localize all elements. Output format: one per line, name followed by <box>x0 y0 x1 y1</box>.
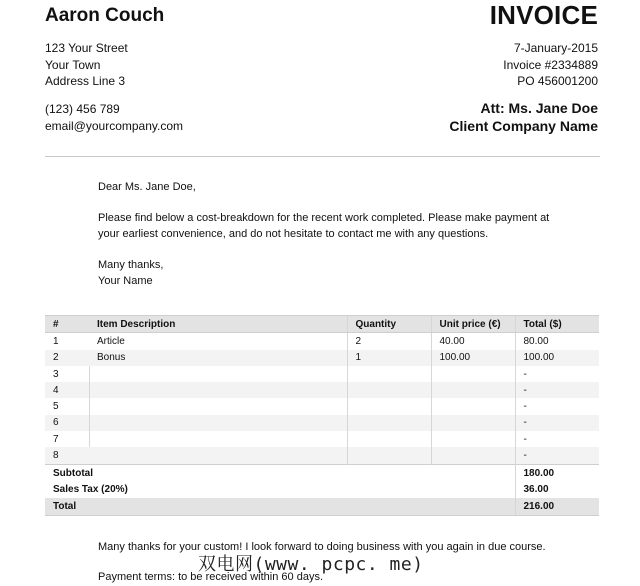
client-attention: Att: Ms. Jane Doe <box>480 100 598 116</box>
table-cell: 5 <box>53 401 59 413</box>
client-block <box>449 100 598 135</box>
tax-row <box>45 481 599 498</box>
subtotal-label: Subtotal <box>45 464 515 481</box>
table-row <box>45 447 599 464</box>
table-cell <box>431 398 515 414</box>
table-cell: - <box>515 447 599 464</box>
table-row <box>45 398 599 414</box>
table-cell: 80.00 <box>515 333 599 350</box>
table-cell: - <box>515 366 599 382</box>
table-cell <box>89 398 347 414</box>
letter-greeting: Dear Ms. Jane Doe, <box>98 181 196 193</box>
table-row <box>45 350 599 366</box>
table-cell: 100.00 <box>515 350 599 366</box>
table-cell <box>347 398 431 414</box>
watermark: 双电网(www. pcpc. me) <box>198 554 424 575</box>
table-cell: 1 <box>347 350 431 366</box>
table-cell <box>347 415 431 431</box>
table-cell: Bonus <box>89 350 347 366</box>
table-cell: 2 <box>45 350 89 366</box>
column-header: # <box>45 316 89 333</box>
subtotal-value: 180.00 <box>515 464 599 481</box>
column-header: Unit price (€) <box>431 316 515 333</box>
total-value: 216.00 <box>515 498 599 515</box>
column-header: Total ($) <box>515 316 599 333</box>
table-cell: 7 <box>53 433 59 445</box>
table-cell <box>431 431 515 447</box>
total-label: Total <box>45 498 515 515</box>
table-cell: - <box>515 398 599 414</box>
table-cell: 1 <box>53 335 59 347</box>
table-cell <box>89 382 347 398</box>
table-header-row <box>45 316 599 333</box>
po-number: PO 456001200 <box>517 74 598 88</box>
sender-contact <box>45 101 183 134</box>
invoice-number: Invoice #2334889 <box>503 57 598 72</box>
table-cell <box>89 447 347 464</box>
letter-signoff <box>98 257 568 290</box>
cover-letter <box>98 179 568 290</box>
total-row <box>45 498 599 515</box>
tax-label: Sales Tax (20%) <box>53 484 128 496</box>
table-cell: 40.00 <box>431 333 515 350</box>
closing-note: Many thanks for your custom! I look forward to doing business with you again in due course. <box>98 541 546 553</box>
table-cell <box>347 382 431 398</box>
invoice-meta <box>503 40 598 90</box>
subtotal-row <box>45 464 599 481</box>
table-cell: 3 <box>53 368 59 380</box>
sender-name: Aaron Couch <box>45 5 165 26</box>
table-cell: - <box>515 431 599 447</box>
table-cell: Article <box>97 335 125 347</box>
table-cell <box>89 415 347 431</box>
table-cell <box>347 431 431 447</box>
table-cell: 2 <box>347 333 431 350</box>
sender-phone: (123) 456 789 <box>45 102 120 116</box>
sender-email: email@yourcompany.com <box>45 118 184 133</box>
table-row <box>45 366 599 382</box>
invoice-date: 7-January-2015 <box>513 41 598 55</box>
table-row <box>45 382 599 398</box>
invoice-title: INVOICE <box>489 0 598 30</box>
table-cell <box>431 447 515 464</box>
sender-address <box>45 40 128 90</box>
table-cell: 100.00 <box>431 350 515 366</box>
table-cell <box>347 447 431 464</box>
tax-value: 36.00 <box>515 481 599 498</box>
table-cell <box>431 382 515 398</box>
table-cell <box>431 366 515 382</box>
table-row <box>45 333 599 350</box>
column-header: Item Description <box>89 316 347 333</box>
table-cell: - <box>515 382 599 398</box>
table-cell: 4 <box>45 382 89 398</box>
address-line: Address Line 3 <box>45 74 126 88</box>
signoff-line: Many thanks, <box>98 258 164 271</box>
client-company: Client Company Name <box>449 117 598 134</box>
table-row <box>45 431 599 447</box>
letter-body: Please find below a cost-breakdown for the recent work completed. Please make payment at your earliest convenience, and do not hesitate to contact me with any questions. <box>98 211 550 240</box>
table-cell: 6 <box>45 415 89 431</box>
invoice-items-table <box>45 315 599 516</box>
table-cell <box>347 366 431 382</box>
table-cell <box>89 431 347 447</box>
header-divider <box>45 156 600 157</box>
table-cell <box>431 415 515 431</box>
address-line: 123 Your Street <box>45 41 128 55</box>
column-header: Quantity <box>347 316 431 333</box>
signoff-name: Your Name <box>98 275 153 287</box>
table-cell <box>89 366 347 382</box>
table-row <box>45 415 599 431</box>
payment-terms: Payment terms: to be received within 60 days. <box>98 571 323 583</box>
table-cell: 8 <box>45 447 89 464</box>
table-cell: - <box>515 415 599 431</box>
address-line: Your Town <box>45 57 101 72</box>
